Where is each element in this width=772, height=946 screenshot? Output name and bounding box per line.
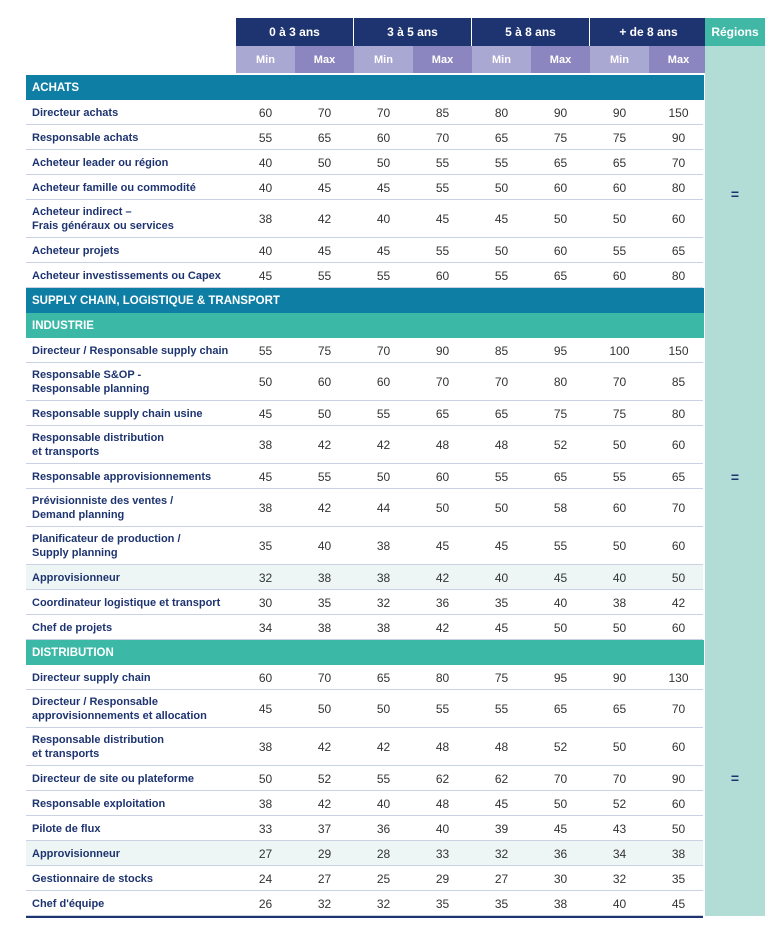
salary-value: 55 — [435, 243, 450, 258]
salary-value: 50 — [494, 180, 509, 195]
salary-value: 50 — [553, 796, 568, 811]
salary-value: 50 — [317, 406, 332, 421]
salary-value: 29 — [317, 846, 332, 861]
salary-value: 40 — [494, 570, 509, 585]
salary-value: 28 — [376, 846, 391, 861]
salary-value: 45 — [553, 821, 568, 836]
salary-value: 32 — [317, 896, 332, 911]
salary-value: 43 — [612, 821, 627, 836]
header-min: Min — [590, 46, 649, 73]
salary-value: 42 — [317, 796, 332, 811]
salary-value: 52 — [317, 771, 332, 786]
salary-value: 70 — [671, 501, 686, 515]
salary-value: 36 — [435, 595, 450, 610]
salary-value: 27 — [494, 871, 509, 886]
salary-value: 55 — [435, 702, 450, 716]
salary-value: 42 — [435, 620, 450, 635]
salary-value: 70 — [376, 343, 391, 358]
salary-value: 50 — [494, 501, 509, 515]
salary-value: 38 — [258, 740, 273, 754]
salary-value: 55 — [258, 343, 273, 358]
salary-value: 37 — [317, 821, 332, 836]
job-title: Acheteur leader ou région — [32, 156, 169, 169]
salary-value: 75 — [317, 343, 332, 358]
salary-value: 60 — [258, 670, 273, 685]
salary-value: 45 — [671, 896, 686, 911]
job-title: Directeur supply chain — [32, 671, 151, 684]
salary-value: 55 — [376, 771, 391, 786]
salary-value: 38 — [671, 846, 686, 861]
salary-value: 38 — [258, 438, 273, 452]
salary-value: 60 — [553, 243, 568, 258]
section-header: ACHATS — [26, 75, 704, 100]
salary-value: 50 — [376, 155, 391, 170]
salary-value: 50 — [671, 821, 686, 836]
job-title: Acheteur investissements ou Capex — [32, 269, 221, 282]
salary-value: 24 — [258, 871, 273, 886]
salary-value: 40 — [258, 155, 273, 170]
salary-value: 45 — [494, 796, 509, 811]
salary-value: 90 — [435, 343, 450, 358]
header-age-group: 5 à 8 ans — [472, 18, 590, 46]
job-title: Chef d'équipe — [32, 897, 105, 910]
salary-value: 130 — [668, 670, 689, 685]
salary-value: 38 — [376, 570, 391, 585]
job-title: Gestionnaire de stocks — [32, 872, 154, 885]
salary-value: 35 — [317, 595, 332, 610]
header-min: Min — [236, 46, 295, 73]
salary-value: 44 — [376, 501, 391, 515]
salary-value: 55 — [612, 243, 627, 258]
salary-value: 70 — [317, 670, 332, 685]
salary-value: 60 — [671, 796, 686, 811]
salary-value: 48 — [494, 740, 509, 754]
salary-value: 95 — [553, 670, 568, 685]
salary-value: 55 — [317, 469, 332, 484]
salary-value: 90 — [612, 670, 627, 685]
salary-value: 50 — [376, 702, 391, 716]
salary-value: 58 — [553, 501, 568, 515]
header-min: Min — [472, 46, 531, 73]
salary-value: 48 — [435, 438, 450, 452]
job-title: Directeur achats — [32, 106, 119, 119]
salary-value: 60 — [671, 620, 686, 635]
regions-equal-marker: = — [730, 770, 740, 786]
salary-value: 85 — [671, 375, 686, 389]
salary-value: 60 — [612, 180, 627, 195]
section-header: SUPPLY CHAIN, LOGISTIQUE & TRANSPORT — [26, 288, 704, 313]
salary-value: 55 — [494, 155, 509, 170]
salary-value: 40 — [612, 570, 627, 585]
salary-value: 40 — [376, 796, 391, 811]
salary-value: 70 — [612, 771, 627, 786]
salary-value: 75 — [553, 130, 568, 145]
salary-value: 90 — [553, 105, 568, 120]
salary-value: 65 — [553, 155, 568, 170]
salary-value: 39 — [494, 821, 509, 836]
salary-value: 65 — [612, 702, 627, 716]
salary-value: 85 — [494, 343, 509, 358]
salary-value: 80 — [494, 105, 509, 120]
salary-value: 42 — [317, 212, 332, 226]
salary-value: 80 — [671, 180, 686, 195]
salary-value: 27 — [317, 871, 332, 886]
salary-value: 30 — [258, 595, 273, 610]
salary-value: 36 — [553, 846, 568, 861]
job-title: Chef de projets — [32, 621, 113, 634]
salary-value: 50 — [317, 702, 332, 716]
salary-value: 38 — [258, 212, 273, 226]
salary-value: 45 — [258, 702, 273, 716]
salary-value: 52 — [553, 438, 568, 452]
section-header: INDUSTRIE — [26, 313, 704, 338]
salary-value: 38 — [317, 620, 332, 635]
salary-value: 70 — [612, 375, 627, 389]
salary-value: 75 — [612, 406, 627, 421]
salary-value: 70 — [317, 105, 332, 120]
salary-value: 45 — [317, 180, 332, 195]
salary-value: 75 — [612, 130, 627, 145]
job-title: Pilote de flux — [32, 822, 101, 835]
salary-value: 70 — [494, 375, 509, 389]
salary-value: 50 — [435, 501, 450, 515]
salary-value: 45 — [494, 620, 509, 635]
salary-value: 35 — [494, 896, 509, 911]
regions-equal-marker: = — [730, 186, 740, 202]
salary-value: 50 — [612, 740, 627, 754]
salary-value: 65 — [553, 268, 568, 283]
header-min: Min — [354, 46, 413, 73]
salary-value: 42 — [317, 438, 332, 452]
salary-value: 70 — [435, 375, 450, 389]
salary-value: 45 — [494, 212, 509, 226]
salary-value: 65 — [494, 130, 509, 145]
salary-value: 60 — [671, 740, 686, 754]
salary-value: 50 — [553, 620, 568, 635]
header-age-group: + de 8 ans — [590, 18, 708, 46]
job-title: Directeur de site ou plateforme — [32, 772, 194, 785]
job-title: Planificateur de production / Supply planning — [32, 533, 181, 559]
salary-value: 45 — [376, 180, 391, 195]
salary-value: 60 — [553, 180, 568, 195]
salary-value: 62 — [435, 771, 450, 786]
salary-value: 55 — [376, 406, 391, 421]
salary-value: 65 — [435, 406, 450, 421]
salary-value: 65 — [671, 243, 686, 258]
salary-value: 33 — [258, 821, 273, 836]
job-title: Approvisionneur — [32, 847, 121, 860]
salary-value: 62 — [494, 771, 509, 786]
header-max: Max — [531, 46, 590, 73]
header-max: Max — [649, 46, 708, 73]
salary-value: 70 — [435, 130, 450, 145]
salary-value: 26 — [258, 896, 273, 911]
salary-value: 32 — [376, 896, 391, 911]
salary-value: 90 — [671, 771, 686, 786]
header-regions: Régions — [705, 18, 765, 46]
salary-value: 60 — [612, 501, 627, 515]
salary-value: 35 — [258, 539, 273, 553]
job-title: Acheteur projets — [32, 244, 120, 257]
salary-value: 42 — [671, 595, 686, 610]
salary-value: 70 — [553, 771, 568, 786]
salary-value: 95 — [553, 343, 568, 358]
salary-value: 55 — [376, 268, 391, 283]
table-bottom-rule — [26, 916, 703, 918]
salary-value: 60 — [435, 268, 450, 283]
salary-value: 40 — [258, 180, 273, 195]
salary-value: 35 — [494, 595, 509, 610]
salary-value: 33 — [435, 846, 450, 861]
job-title: Prévisionniste des ventes / Demand planning — [32, 495, 174, 521]
job-title: Coordinateur logistique et transport — [32, 596, 221, 609]
job-title: Responsable supply chain usine — [32, 407, 203, 420]
salary-value: 65 — [553, 469, 568, 484]
salary-value: 55 — [494, 702, 509, 716]
salary-value: 50 — [612, 438, 627, 452]
salary-value: 45 — [258, 469, 273, 484]
salary-value: 55 — [553, 539, 568, 553]
salary-value: 40 — [317, 539, 332, 553]
salary-value: 48 — [435, 740, 450, 754]
salary-value: 29 — [435, 871, 450, 886]
job-title: Acheteur famille ou commodité — [32, 181, 196, 194]
job-title: Acheteur indirect – Frais généraux ou services — [32, 206, 174, 232]
salary-value: 55 — [494, 469, 509, 484]
salary-value: 90 — [671, 130, 686, 145]
salary-value: 60 — [612, 268, 627, 283]
salary-value: 90 — [612, 105, 627, 120]
salary-value: 30 — [553, 871, 568, 886]
salary-value: 50 — [612, 212, 627, 226]
salary-value: 42 — [317, 501, 332, 515]
salary-value: 60 — [258, 105, 273, 120]
salary-value: 42 — [376, 438, 391, 452]
salary-value: 75 — [494, 670, 509, 685]
salary-value: 45 — [317, 243, 332, 258]
salary-value: 50 — [494, 243, 509, 258]
salary-value: 100 — [609, 343, 630, 358]
job-title: Responsable exploitation — [32, 797, 166, 810]
salary-value: 32 — [258, 570, 273, 585]
salary-value: 45 — [258, 268, 273, 283]
salary-value: 38 — [317, 570, 332, 585]
salary-value: 55 — [612, 469, 627, 484]
job-title: Responsable distribution et transports — [32, 432, 165, 458]
salary-value: 40 — [258, 243, 273, 258]
header-max: Max — [295, 46, 354, 73]
salary-value: 60 — [376, 130, 391, 145]
salary-value: 32 — [494, 846, 509, 861]
salary-value: 42 — [435, 570, 450, 585]
salary-value: 27 — [258, 846, 273, 861]
salary-value: 85 — [435, 105, 450, 120]
salary-value: 34 — [258, 620, 273, 635]
salary-value: 50 — [612, 620, 627, 635]
regions-equal-marker: = — [730, 468, 740, 485]
salary-value: 45 — [258, 406, 273, 421]
salary-value: 65 — [376, 670, 391, 685]
salary-value: 50 — [258, 375, 273, 389]
salary-value: 40 — [612, 896, 627, 911]
salary-value: 70 — [671, 155, 686, 170]
job-title: Responsable S&OP - Responsable planning — [32, 369, 150, 395]
salary-value: 50 — [553, 212, 568, 226]
salary-value: 80 — [553, 375, 568, 389]
salary-value: 45 — [435, 539, 450, 553]
salary-value: 48 — [494, 438, 509, 452]
salary-value: 70 — [376, 105, 391, 120]
salary-value: 38 — [553, 896, 568, 911]
salary-value: 36 — [376, 821, 391, 836]
salary-value: 42 — [317, 740, 332, 754]
job-title: Directeur / Responsable approvisionnements et allocation — [32, 696, 207, 722]
header-age-group: 0 à 3 ans — [236, 18, 354, 46]
header-age-group: 3 à 5 ans — [354, 18, 472, 46]
salary-value: 65 — [612, 155, 627, 170]
salary-value: 60 — [317, 375, 332, 389]
salary-value: 60 — [435, 469, 450, 484]
salary-value: 50 — [612, 539, 627, 553]
salary-value: 45 — [494, 539, 509, 553]
job-title: Approvisionneur — [32, 571, 121, 584]
salary-value: 55 — [317, 268, 332, 283]
salary-value: 35 — [671, 871, 686, 886]
job-title: Directeur / Responsable supply chain — [32, 344, 229, 357]
salary-value: 45 — [553, 570, 568, 585]
salary-value: 40 — [435, 821, 450, 836]
salary-value: 42 — [376, 740, 391, 754]
header-max: Max — [413, 46, 472, 73]
salary-value: 50 — [258, 771, 273, 786]
salary-value: 38 — [376, 539, 391, 553]
salary-value: 60 — [671, 212, 686, 226]
salary-value: 48 — [435, 796, 450, 811]
job-title: Responsable achats — [32, 131, 139, 144]
salary-value: 52 — [553, 740, 568, 754]
salary-value: 80 — [671, 406, 686, 421]
job-title: Responsable distribution et transports — [32, 734, 165, 760]
salary-value: 80 — [671, 268, 686, 283]
salary-value: 65 — [317, 130, 332, 145]
salary-value: 150 — [668, 343, 689, 358]
salary-value: 150 — [668, 105, 689, 120]
salary-value: 40 — [553, 595, 568, 610]
salary-value: 70 — [671, 702, 686, 716]
salary-value: 25 — [376, 871, 391, 886]
salary-value: 32 — [612, 871, 627, 886]
job-title: Responsable approvisionnements — [32, 470, 212, 483]
salary-value: 60 — [671, 539, 686, 553]
salary-value: 50 — [671, 570, 686, 585]
salary-value: 65 — [553, 702, 568, 716]
salary-value: 38 — [376, 620, 391, 635]
salary-value: 60 — [376, 375, 391, 389]
salary-value: 34 — [612, 846, 627, 861]
salary-value: 65 — [494, 406, 509, 421]
salary-value: 55 — [494, 268, 509, 283]
salary-value: 50 — [376, 469, 391, 484]
salary-value: 38 — [258, 501, 273, 515]
salary-value: 55 — [435, 155, 450, 170]
salary-value: 60 — [671, 438, 686, 452]
salary-value: 40 — [376, 212, 391, 226]
salary-value: 65 — [671, 469, 686, 484]
salary-value: 38 — [612, 595, 627, 610]
salary-value: 35 — [435, 896, 450, 911]
salary-value: 75 — [553, 406, 568, 421]
salary-value: 55 — [258, 130, 273, 145]
salary-value: 50 — [317, 155, 332, 170]
salary-value: 55 — [435, 180, 450, 195]
salary-value: 32 — [376, 595, 391, 610]
salary-value: 52 — [612, 796, 627, 811]
salary-value: 38 — [258, 796, 273, 811]
salary-value: 45 — [435, 212, 450, 226]
section-header: DISTRIBUTION — [26, 640, 704, 665]
salary-value: 45 — [376, 243, 391, 258]
salary-value: 80 — [435, 670, 450, 685]
